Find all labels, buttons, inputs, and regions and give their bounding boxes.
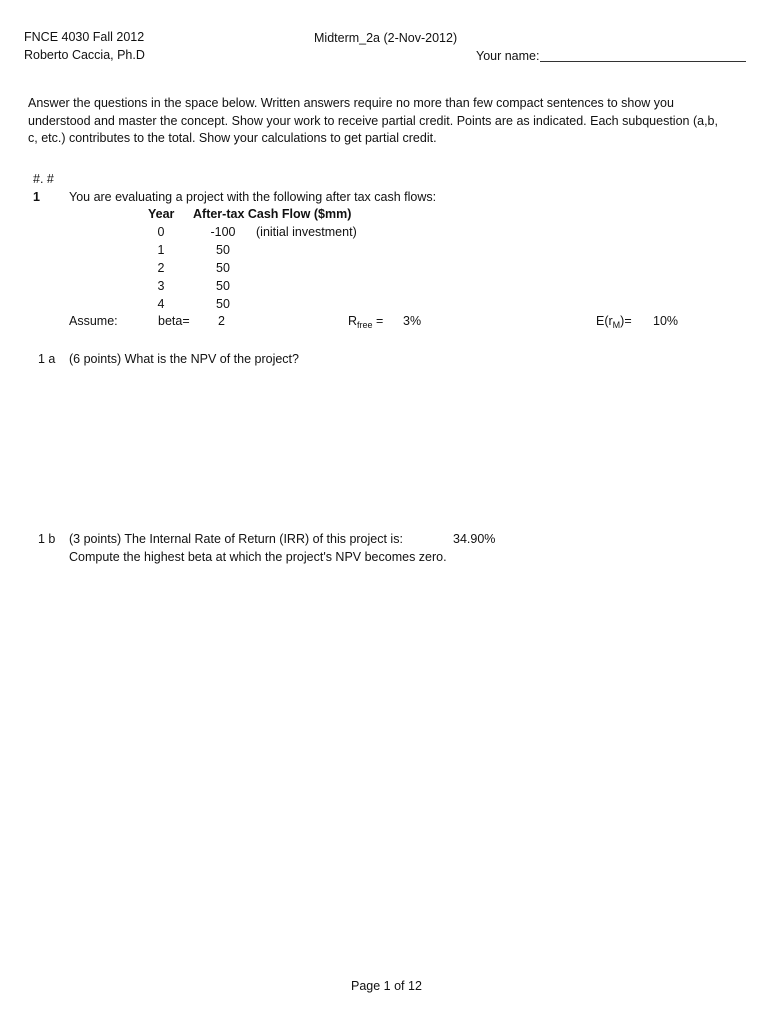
subquestion-label: 1 a <box>38 352 56 366</box>
question-text: You are evaluating a project with the following after tax cash flows: <box>69 190 437 204</box>
table-row-note: (initial investment) <box>256 225 357 239</box>
table-header-year: Year <box>148 207 175 221</box>
table-row-cashflow: -100 <box>210 225 236 239</box>
table-row-year: 3 <box>157 279 165 293</box>
table-row-year: 2 <box>157 261 165 275</box>
subquestion-label: 1 b <box>38 532 56 546</box>
table-row-cashflow: 50 <box>216 261 230 275</box>
irr-value: 34.90% <box>453 532 496 546</box>
market-return-label: $E(r_M)=$ <box>596 314 632 330</box>
exam-title: Midterm_2a (2-Nov-2012) <box>314 31 458 45</box>
beta-label: beta= <box>158 314 190 328</box>
table-row-year: 1 <box>157 243 165 257</box>
risk-free-label: $R_{free}$ = <box>348 314 384 330</box>
beta-value: 2 <box>218 314 225 328</box>
table-header-cashflow: After-tax Cash Flow ($mm) <box>193 207 352 221</box>
subquestion-text: (6 points) What is the NPV of the project? <box>69 352 299 366</box>
name-input-line[interactable] <box>540 61 746 62</box>
instructions: Answer the questions in the space below. Written answers require no more than few compact sentences to show you understood and master the concept. Show your work to receive partial credit. Points are as indicated. Each subquestion (a,b, c, etc.) contributes to the total. Show your calculations to get partial credit. <box>28 96 718 145</box>
table-row-cashflow: 50 <box>216 243 230 257</box>
table-row-year: 0 <box>157 225 165 239</box>
course-title: FNCE 4030 Fall 2012 <box>24 30 145 44</box>
assume-label: Assume: <box>69 314 118 328</box>
table-row-cashflow: 50 <box>216 279 230 293</box>
numbering-header: #. # <box>33 172 54 186</box>
risk-free-value: 3% <box>403 314 422 328</box>
market-return-value: 10% <box>653 314 679 328</box>
table-row-cashflow: 50 <box>216 297 230 311</box>
subquestion-text: (3 points) The Internal Rate of Return (IRR) of this project is: <box>69 532 403 546</box>
table-row-year: 4 <box>157 297 165 311</box>
instructor-name: Roberto Caccia, Ph.D <box>24 48 145 62</box>
question-number: 1 <box>33 190 40 204</box>
page-number: Page 1 of 12 <box>351 979 422 993</box>
name-label: Your name: <box>476 49 540 63</box>
subquestion-text-continued: Compute the highest beta at which the project's NPV becomes zero. <box>69 550 447 564</box>
